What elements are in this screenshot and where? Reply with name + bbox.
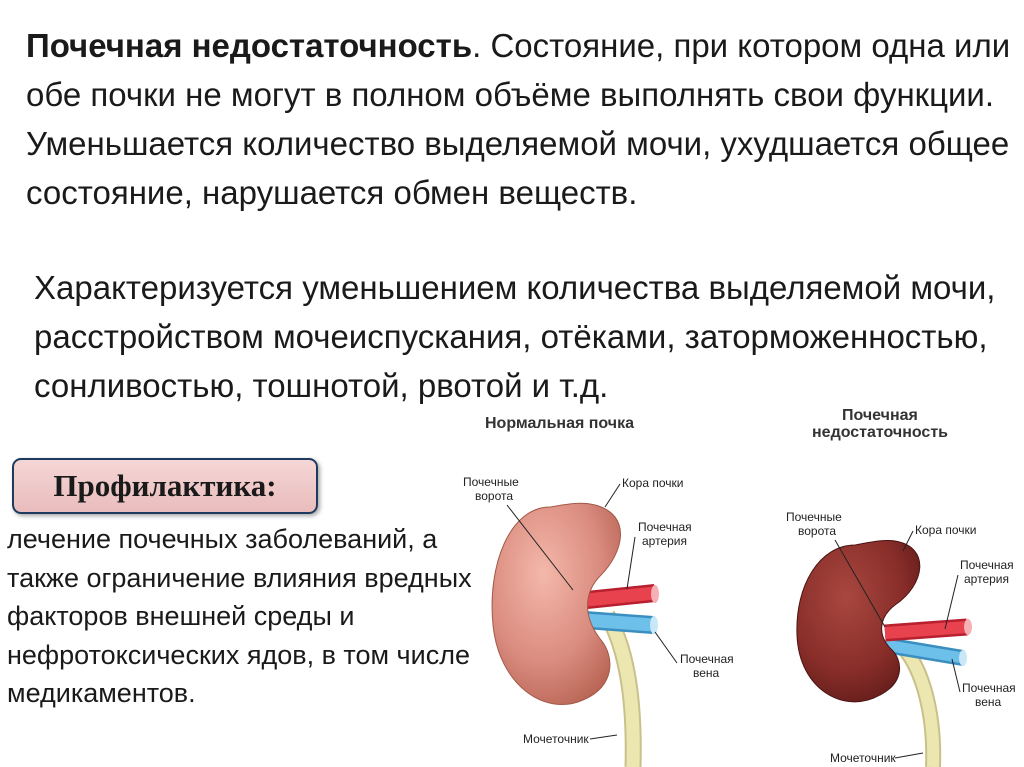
normal-artery-label-2: артерия	[642, 534, 687, 548]
failure-ureter-label: Мочеточник	[830, 751, 896, 765]
failure-title-line-2: недостаточность	[812, 424, 948, 441]
svg-text:Почечныеворота	[463, 475, 519, 503]
normal-kidney-title: Нормальная почка	[485, 415, 634, 432]
normal-ureter-label: Мочеточник	[523, 732, 589, 746]
symptoms-paragraph: Характеризуется уменьшением количества выделяемой мочи, расстройством мочеиспускания, отёками, заторможенностью, сонливостью, тошнотой, рвотой и т.д.	[34, 269, 996, 404]
failure-kidney	[797, 540, 972, 767]
failure-hilum-label-1: Почечные	[786, 510, 842, 524]
failure-title-line-1: Почечная	[842, 407, 918, 424]
failure-vein-label-2: вена	[975, 695, 1002, 709]
normal-cortex-label: Кора почки	[622, 476, 684, 490]
failure-artery-label-2: артерия	[964, 572, 1009, 586]
failure-cortex-label: Кора почки	[915, 523, 977, 537]
failure-hilum-label-2: ворота	[798, 524, 837, 538]
svg-text:Почечнаяартерия	[638, 520, 692, 548]
prevention-text: лечение почечных заболеваний, а также ограничение влияния вредных факторов внешней среды и нефротоксических ядов, в том числе медикаментов.	[7, 524, 472, 708]
svg-text:Почечнаянедостаточность	[812, 407, 948, 441]
normal-artery-label-1: Почечная	[638, 520, 692, 534]
failure-artery-label-1: Почечная	[960, 558, 1014, 572]
kidney-comparison-figure	[455, 395, 1024, 767]
normal-vein-label-2: вена	[693, 666, 720, 680]
definition-text: . Состояние, при котором одна или обе почки не могут в полном объёме выполнять свои функции. Уменьшается количество выделяемой мочи, ухудшается общее состояние, нарушается обмен веществ.	[26, 27, 1011, 211]
svg-text:Почечнаявена	[680, 652, 734, 680]
normal-hilum-label-1: Почечные	[463, 475, 519, 489]
failure-vein-label-1: Почечная	[962, 681, 1016, 695]
definition-paragraph	[26, 21, 1011, 217]
svg-text:Почечнаявена	[962, 681, 1016, 709]
normal-hilum-label-2: ворота	[475, 489, 514, 503]
failure-kidney-body	[797, 540, 920, 701]
term-heading: Почечная недостаточность	[26, 27, 473, 64]
prevention-heading-badge: Профилактика:	[12, 458, 318, 514]
svg-text:Почечнаяартерия	[960, 558, 1014, 586]
normal-vein-label-1: Почечная	[680, 652, 734, 666]
svg-text:Почечныеворота	[786, 510, 842, 538]
